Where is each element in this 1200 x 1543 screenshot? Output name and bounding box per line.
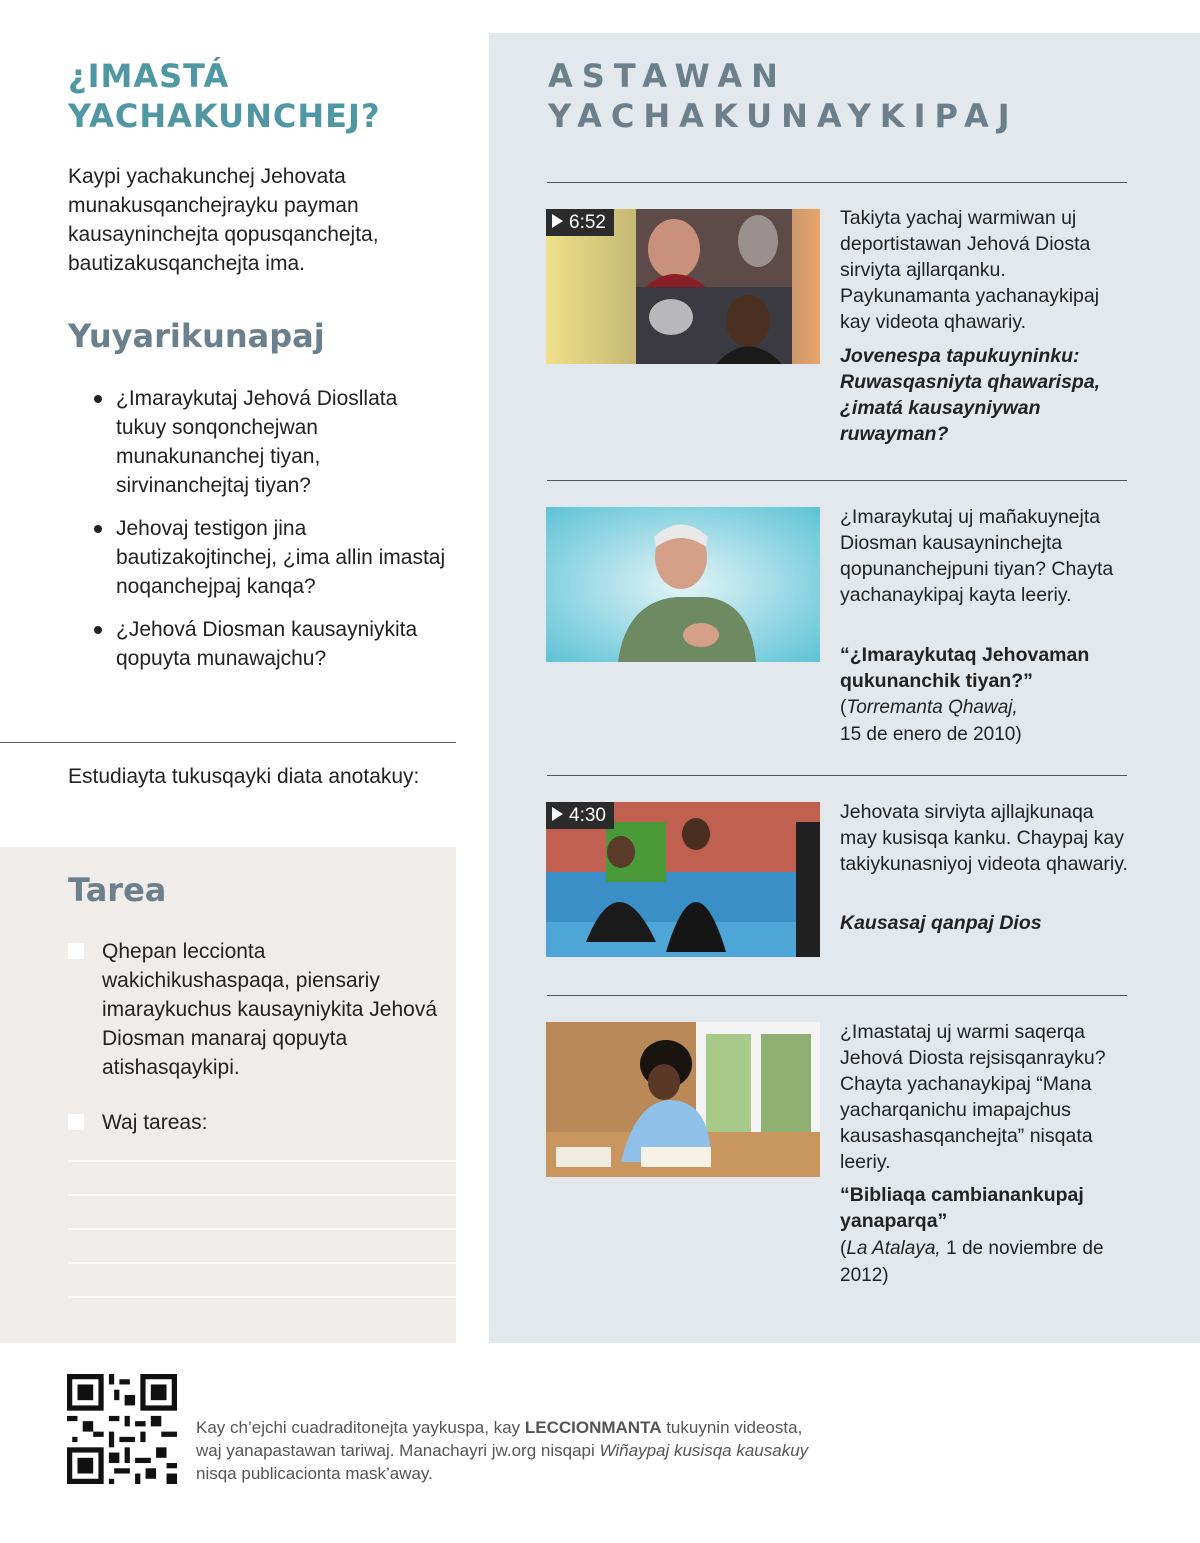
writing-line[interactable] bbox=[68, 1160, 456, 1162]
article-photo bbox=[546, 1022, 820, 1177]
question-text: Jehovaj testigon jina bautizakojtinchej, ¿ima allin imastaj noqanchejpaj kanqa? bbox=[116, 517, 446, 598]
divider bbox=[547, 775, 1127, 776]
item-description: Takiyta yachaj warmiwan uj deportistawan Jehová Diosta sirviyta ajllarqanku. Paykunamanta yachanaykipaj kay videota qhawariy. bbox=[840, 207, 1100, 333]
qr-code-icon[interactable] bbox=[67, 1374, 177, 1484]
homework-heading: Tarea bbox=[68, 871, 167, 909]
article-image[interactable] bbox=[546, 507, 820, 662]
article-photo bbox=[546, 507, 820, 662]
play-icon bbox=[552, 214, 563, 228]
checkbox[interactable] bbox=[68, 943, 84, 959]
article-image[interactable] bbox=[546, 1022, 820, 1177]
list-item bbox=[88, 384, 448, 500]
article-source: (Torremanta Qhawaj, 15 de enero de 2010) bbox=[840, 697, 1022, 745]
divider bbox=[547, 182, 1127, 183]
bullet-icon bbox=[94, 395, 102, 403]
video-duration-badge: 4:30 bbox=[546, 802, 614, 829]
play-icon bbox=[552, 807, 563, 821]
page-title: ¿IMASTÁ YACHAKUNCHEJ? bbox=[68, 57, 381, 135]
item-description: ¿Imastataj uj warmi saqerqa Jehová Diosta rejsisqanrayku? Chayta yachanaykipaj “Mana yacharqanichu imapajchus kausashasqanchejta” nisqata leeriy. bbox=[840, 1021, 1106, 1173]
writing-line[interactable] bbox=[68, 1262, 456, 1264]
video-title-link[interactable]: Kausasaj qanpaj Dios bbox=[840, 912, 1042, 934]
video-thumbnail[interactable] bbox=[546, 802, 820, 957]
article-title-link[interactable]: “¿Imaraykutaq Jehovaman qukunanchik tiyan?” bbox=[840, 644, 1090, 692]
homework-task bbox=[68, 937, 438, 1082]
writing-line[interactable] bbox=[68, 1228, 456, 1230]
article-source: (La Atalaya, 1 de noviembre de 2012) bbox=[840, 1238, 1104, 1286]
bullet-icon bbox=[94, 626, 102, 634]
writing-line[interactable] bbox=[68, 1194, 456, 1196]
video-duration-badge: 6:52 bbox=[546, 209, 614, 236]
divider bbox=[547, 995, 1127, 996]
intro-text: Kaypi yachakunchej Jehovata munakusqanchejrayku payman kausayninchejta qopusqanchejta, bautizakusqanchejta ima. bbox=[68, 165, 379, 275]
publication-title: Wiñaypaj kusisqa kausakuy bbox=[599, 1441, 809, 1460]
question-text: ¿Imaraykutaj Jehová Diosllata tukuy sonqonchejwan munakunanchej tiyan, sirvinanchejtaj tiyan? bbox=[116, 387, 398, 497]
review-questions bbox=[88, 384, 448, 687]
bullet-icon bbox=[94, 525, 102, 533]
article-title-link[interactable]: “Bibliaqa cambianankupaj yanaparqa” bbox=[840, 1184, 1084, 1232]
question-text: ¿Jehová Diosman kausayniykita qopuyta munawajchu? bbox=[116, 618, 418, 670]
task-text: Waj tareas: bbox=[102, 1111, 208, 1134]
item-description: Jehovata sirviyta ajllajkunaqa may kusisqa kanku. Chaypaj kay takiykunasniyoj videota qhawariy. bbox=[840, 801, 1128, 875]
homework-task bbox=[68, 1108, 438, 1137]
review-heading: Yuyarikunapaj bbox=[68, 317, 325, 355]
learn-more-heading: ASTAWAN YACHAKUNAYKIPAJ bbox=[548, 57, 1019, 135]
footer-note: Kay ch’ejchi cuadraditonejta yaykuspa, kay LECCIONMANTA tukuynin videosta, waj yanapastawan tariwaj. Manachayri jw.org nisqapi Wiñaypaj kusisqa kausakuy nisqa publicacionta mask’away. bbox=[196, 1418, 809, 1483]
checkbox[interactable] bbox=[68, 1114, 84, 1130]
video-title-link[interactable]: Jovenespa tapukuyninku: Ruwasqasniyta qhawarispa, ¿imatá kausayniywan ruwayman? bbox=[840, 345, 1101, 445]
writing-line[interactable] bbox=[68, 1296, 456, 1298]
divider bbox=[547, 480, 1127, 481]
list-item bbox=[88, 514, 448, 601]
task-text: Qhepan leccionta wakichikushaspaqa, piensariy imaraykuchus kausayniykita Jehová Diosman manaraj qopuyta atishasqaykipi. bbox=[102, 940, 437, 1079]
homework-panel bbox=[0, 847, 456, 1343]
divider bbox=[0, 742, 456, 743]
list-item bbox=[88, 615, 448, 673]
item-description: ¿Imaraykutaj uj mañakuynejta Diosman kausayninchejta qopunanchejpuni tiyan? Chayta yachanaykipaj kayta leeriy. bbox=[840, 506, 1114, 606]
studied-date-label: Estudiayta tukusqayki diata anotakuy: bbox=[68, 765, 420, 788]
video-thumbnail[interactable] bbox=[546, 209, 820, 364]
